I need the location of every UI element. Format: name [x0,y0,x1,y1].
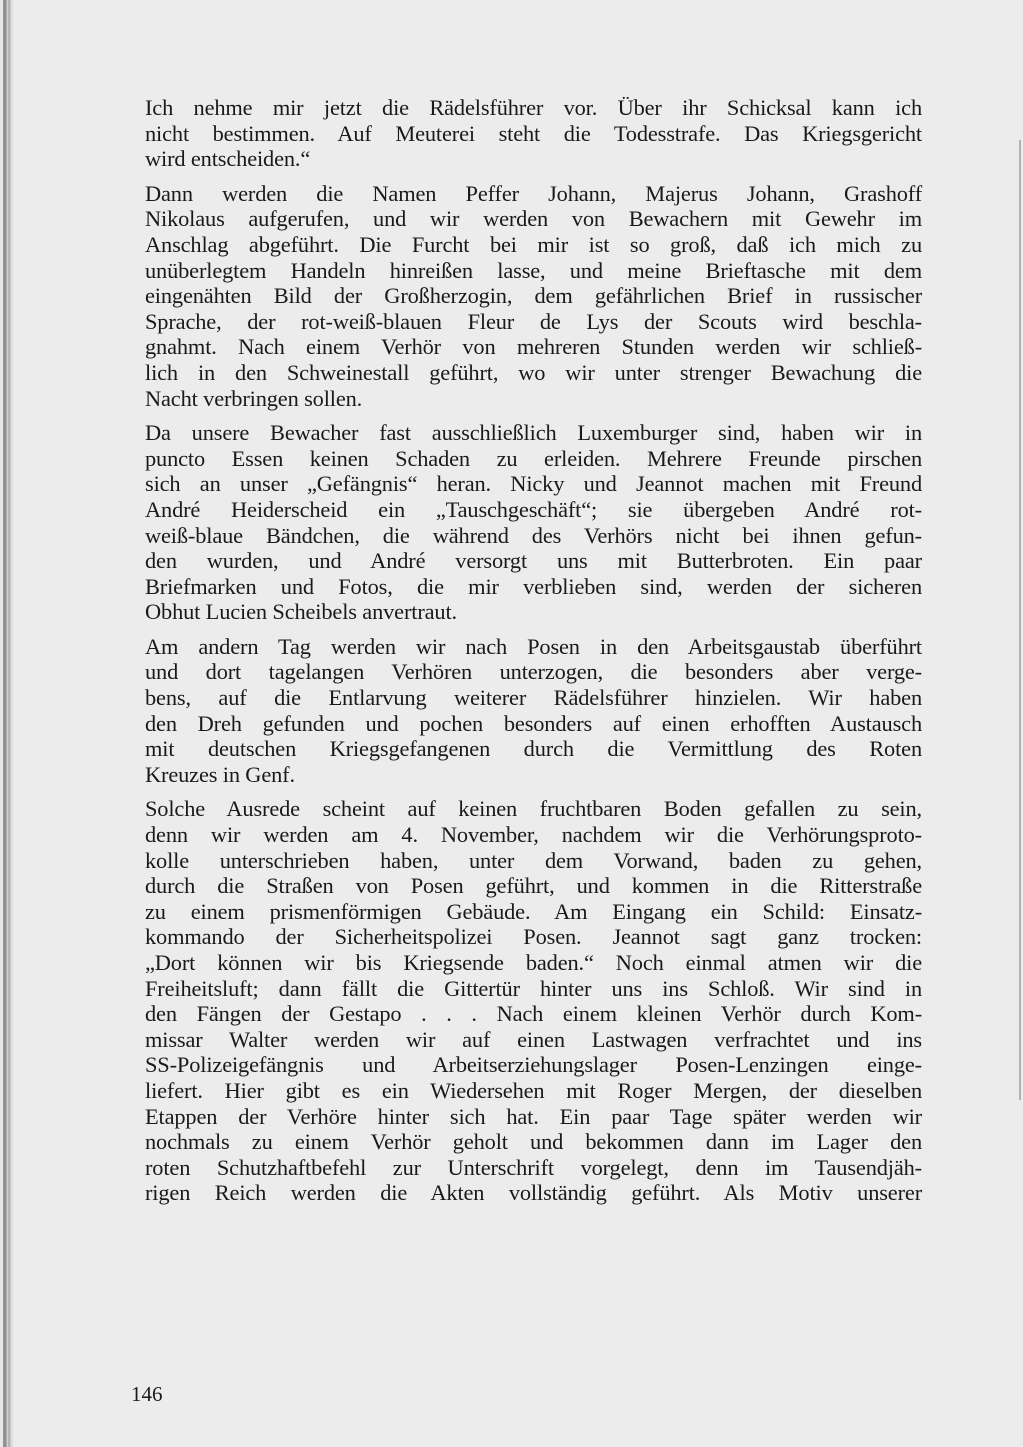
text-line: Anschlag abgeführt. Die Furcht bei mir ist so groß, daß ich mich zu [145,231,922,257]
paragraph [145,634,922,788]
paragraph [145,95,922,172]
text-line: roten Schutzhaftbefehl zur Unterschrift vorgelegt, denn im Tausendjäh- [145,1154,922,1180]
body-text [145,95,922,1215]
text-line: Am andern Tag werden wir nach Posen in den Arbeitsgaustab überführt [145,633,922,659]
text-line: nicht bestimmen. Auf Meuterei steht die Todesstrafe. Das Kriegsgericht [145,120,922,146]
text-line: eingenähten Bild der Großherzogin, dem gefährlichen Brief in russischer [145,283,922,309]
paragraph [145,181,922,411]
text-line: liefert. Hier gibt es ein Wiedersehen mit Roger Mergen, der dieselben [145,1077,922,1103]
text-line: kolle unterschrieben haben, unter dem Vorwand, baden zu gehen, [145,847,922,873]
text-line: durch die Straßen von Posen geführt, und kommen in die Ritterstraße [145,873,922,899]
text-line: den wurden, und André versorgt uns mit Butterbroten. Ein paar [145,548,922,574]
text-line: sich an unser „Gefängnis“ heran. Nicky und Jeannot machen mit Freund [145,471,922,497]
text-line: den Dreh gefunden und pochen besonders auf einen erhofften Austausch [145,710,922,736]
text-line: SS-Polizeigefängnis und Arbeitserziehungslager Posen-Lenzingen einge- [145,1052,922,1078]
text-line: weiß-blaue Bändchen, die während des Verhörs nicht bei ihnen gefun- [145,522,922,548]
text-line: rigen Reich werden die Akten vollständig geführt. Als Motiv unserer [145,1180,922,1206]
paragraph [145,796,922,1206]
text-line: Sprache, der rot-weiß-blauen Fleur de Lys der Scouts wird beschla- [145,308,922,334]
text-line: nochmals zu einem Verhör geholt und bekommen dann im Lager den [145,1129,922,1155]
text-line: puncto Essen keinen Schaden zu erleiden. Mehrere Freunde pirschen [145,445,922,471]
text-line: Solche Ausrede scheint auf keinen fruchtbaren Boden gefallen zu sein, [145,796,922,822]
paragraph [145,420,922,625]
text-line: Nacht verbringen sollen. [145,385,363,411]
page-right-edge [1019,140,1021,1100]
text-line: lich in den Schweinestall geführt, wo wir unter strenger Bewachung die [145,359,922,385]
text-line: Kreuzes in Genf. [145,761,295,787]
text-line: Ich nehme mir jetzt die Rädelsführer vor. Über ihr Schicksal kann ich [145,95,922,120]
text-line: gnahmt. Nach einem Verhör von mehreren Stunden werden wir schließ- [145,334,922,360]
text-line: „Dort können wir bis Kriegsende baden.“ Noch einmal atmen wir die [145,950,922,975]
text-line: missar Walter werden wir auf einen Lastwagen verfrachtet und ins [145,1026,922,1052]
text-line: Freiheitsluft; dann fällt die Gittertür hinter uns ins Schloß. Wir sind in [145,975,922,1001]
text-line: kommando der Sicherheitspolizei Posen. Jeannot sagt ganz trocken: [145,924,922,950]
text-line: Briefmarken und Fotos, die mir verblieben sind, werden der sicheren [145,573,922,599]
text-line: Da unsere Bewacher fast ausschließlich Luxemburger sind, haben wir in [145,420,922,446]
page-number: 146 [131,1382,163,1406]
text-line: André Heiderscheid ein „Tauschgeschäft“; sie übergeben André rot- [145,496,922,522]
text-line: Obhut Lucien Scheibels anvertraut. [145,599,457,625]
text-line: bens, auf die Entlarvung weiterer Rädelsführer hinzielen. Wir haben [145,685,922,711]
text-line: unüberlegtem Handeln hinreißen lasse, und meine Brieftasche mit dem [145,257,922,283]
book-binding-edge [0,0,14,1447]
text-line: Etappen der Verhöre hinter sich hat. Ein paar Tage später werden wir [145,1103,922,1129]
text-line: und dort tagelangen Verhören unterzogen, die besonders aber verge- [145,659,922,685]
text-line: Dann werden die Namen Peffer Johann, Majerus Johann, Grashoff [145,180,922,206]
text-line: den Fängen der Gestapo . . . Nach einem kleinen Verhör durch Kom- [145,1001,922,1027]
text-line: Nikolaus aufgerufen, und wir werden von Bewachern mit Gewehr im [145,206,922,232]
text-line: zu einem prismenförmigen Gebäude. Am Eingang ein Schild: Einsatz- [145,898,922,924]
text-line: denn wir werden am 4. November, nachdem wir die Verhörungsproto- [145,822,922,848]
text-line: mit deutschen Kriegsgefangenen durch die Vermittlung des Roten [145,736,922,762]
text-line: wird entscheiden.“ [145,146,311,172]
